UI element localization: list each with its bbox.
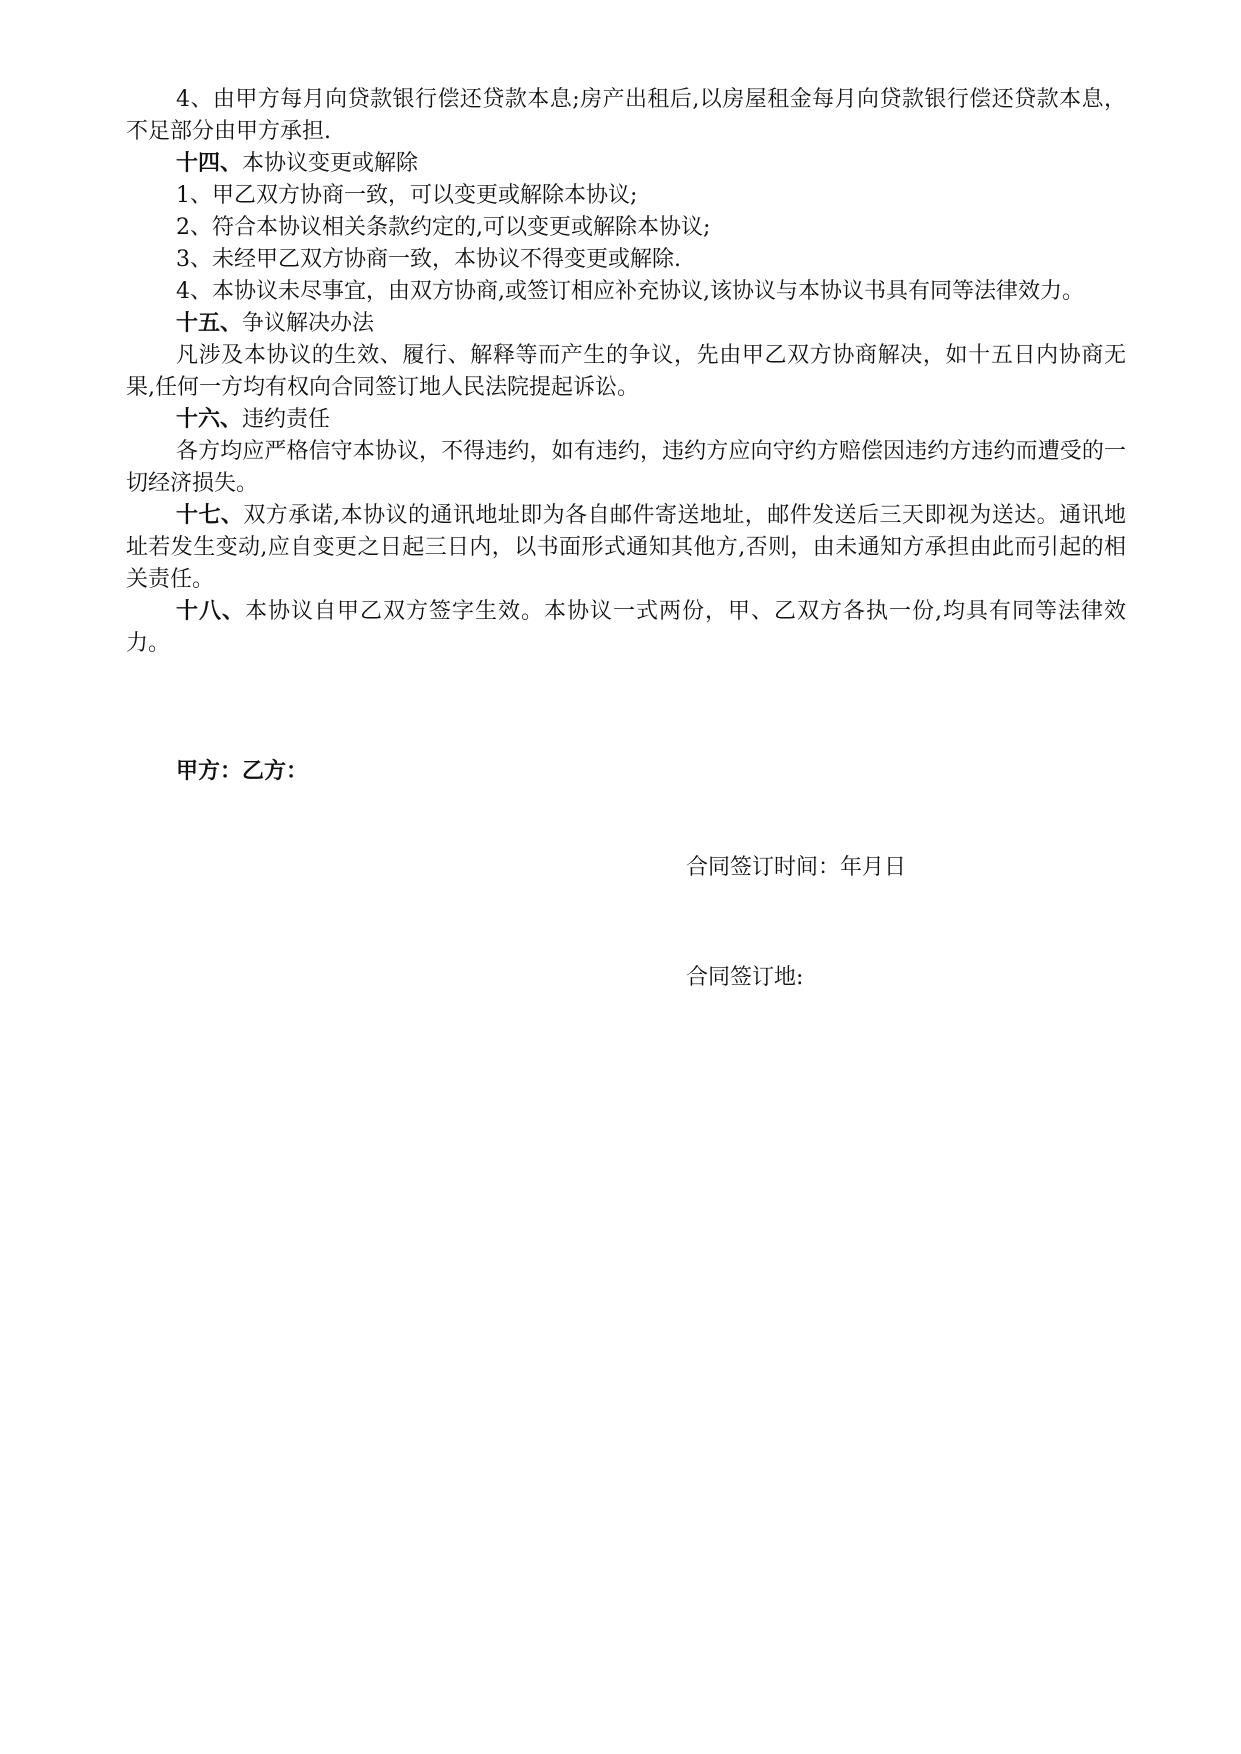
clause-14-item-4: 4、本协议未尽事宜，由双方协商,或签订相应补充协议,该协议与本协议书具有同等法律效力。	[176, 279, 1084, 304]
section-17-text: 双方承诺,本协议的通讯地址即为各自邮件寄送地址，邮件发送后三天即视为送达。通讯地址若发生变动,应自变更之日起三日内，以书面形式通知其他方,否则，由未通知方承担由此而引起的相关责任。	[126, 503, 1126, 592]
clause-16-text: 各方均应严格信守本协议，不得违约，如有违约，违约方应向守约方赔偿因违约方违约而遭受的一切经济损失。	[126, 439, 1126, 496]
section-18-number: 十八、	[176, 599, 245, 624]
contract-body	[126, 84, 1126, 660]
section-14-title: 本协议变更或解除	[242, 151, 419, 176]
section-16-heading	[126, 404, 1126, 436]
section-16-title: 违约责任	[242, 407, 331, 432]
clause-14-item-1: 1、甲乙双方协商一致，可以变更或解除本协议;	[176, 183, 638, 208]
section-15-number: 十五、	[176, 311, 243, 336]
section-18-text: 本协议自甲乙双方签字生效。本协议一式两份，甲、乙双方各执一份,均具有同等法律效力。	[126, 599, 1126, 656]
section-15-heading	[126, 308, 1126, 340]
clause-14-item-2: 2、符合本协议相关条款约定的,可以变更或解除本协议;	[176, 215, 711, 240]
section-17	[126, 500, 1126, 596]
clause-14-item-3: 3、未经甲乙双方协商一致，本协议不得变更或解除.	[176, 247, 681, 272]
section-15-title: 争议解决办法	[242, 311, 375, 336]
section-16-number: 十六、	[176, 407, 243, 432]
clause-15-text: 凡涉及本协议的生效、履行、解释等而产生的争议，先由甲乙双方协商解决，如十五日内协商无果,任何一方均有权向合同签订地人民法院提起诉讼。	[126, 343, 1126, 400]
signing-date-label: 合同签订时间：年月日	[686, 855, 907, 880]
section-18	[126, 596, 1126, 660]
section-14-heading	[126, 148, 1126, 180]
section-14-number: 十四、	[176, 151, 243, 176]
signing-place-label: 合同签订地:	[686, 965, 804, 990]
section-17-number: 十七、	[176, 503, 244, 528]
party-signature-labels: 甲方：乙方：	[176, 759, 309, 784]
clause-13-item-4: 4、由甲方每月向贷款银行偿还贷款本息;房产出租后,以房屋租金每月向贷款银行偿还贷款本息，不足部分由甲方承担.	[126, 87, 1126, 144]
